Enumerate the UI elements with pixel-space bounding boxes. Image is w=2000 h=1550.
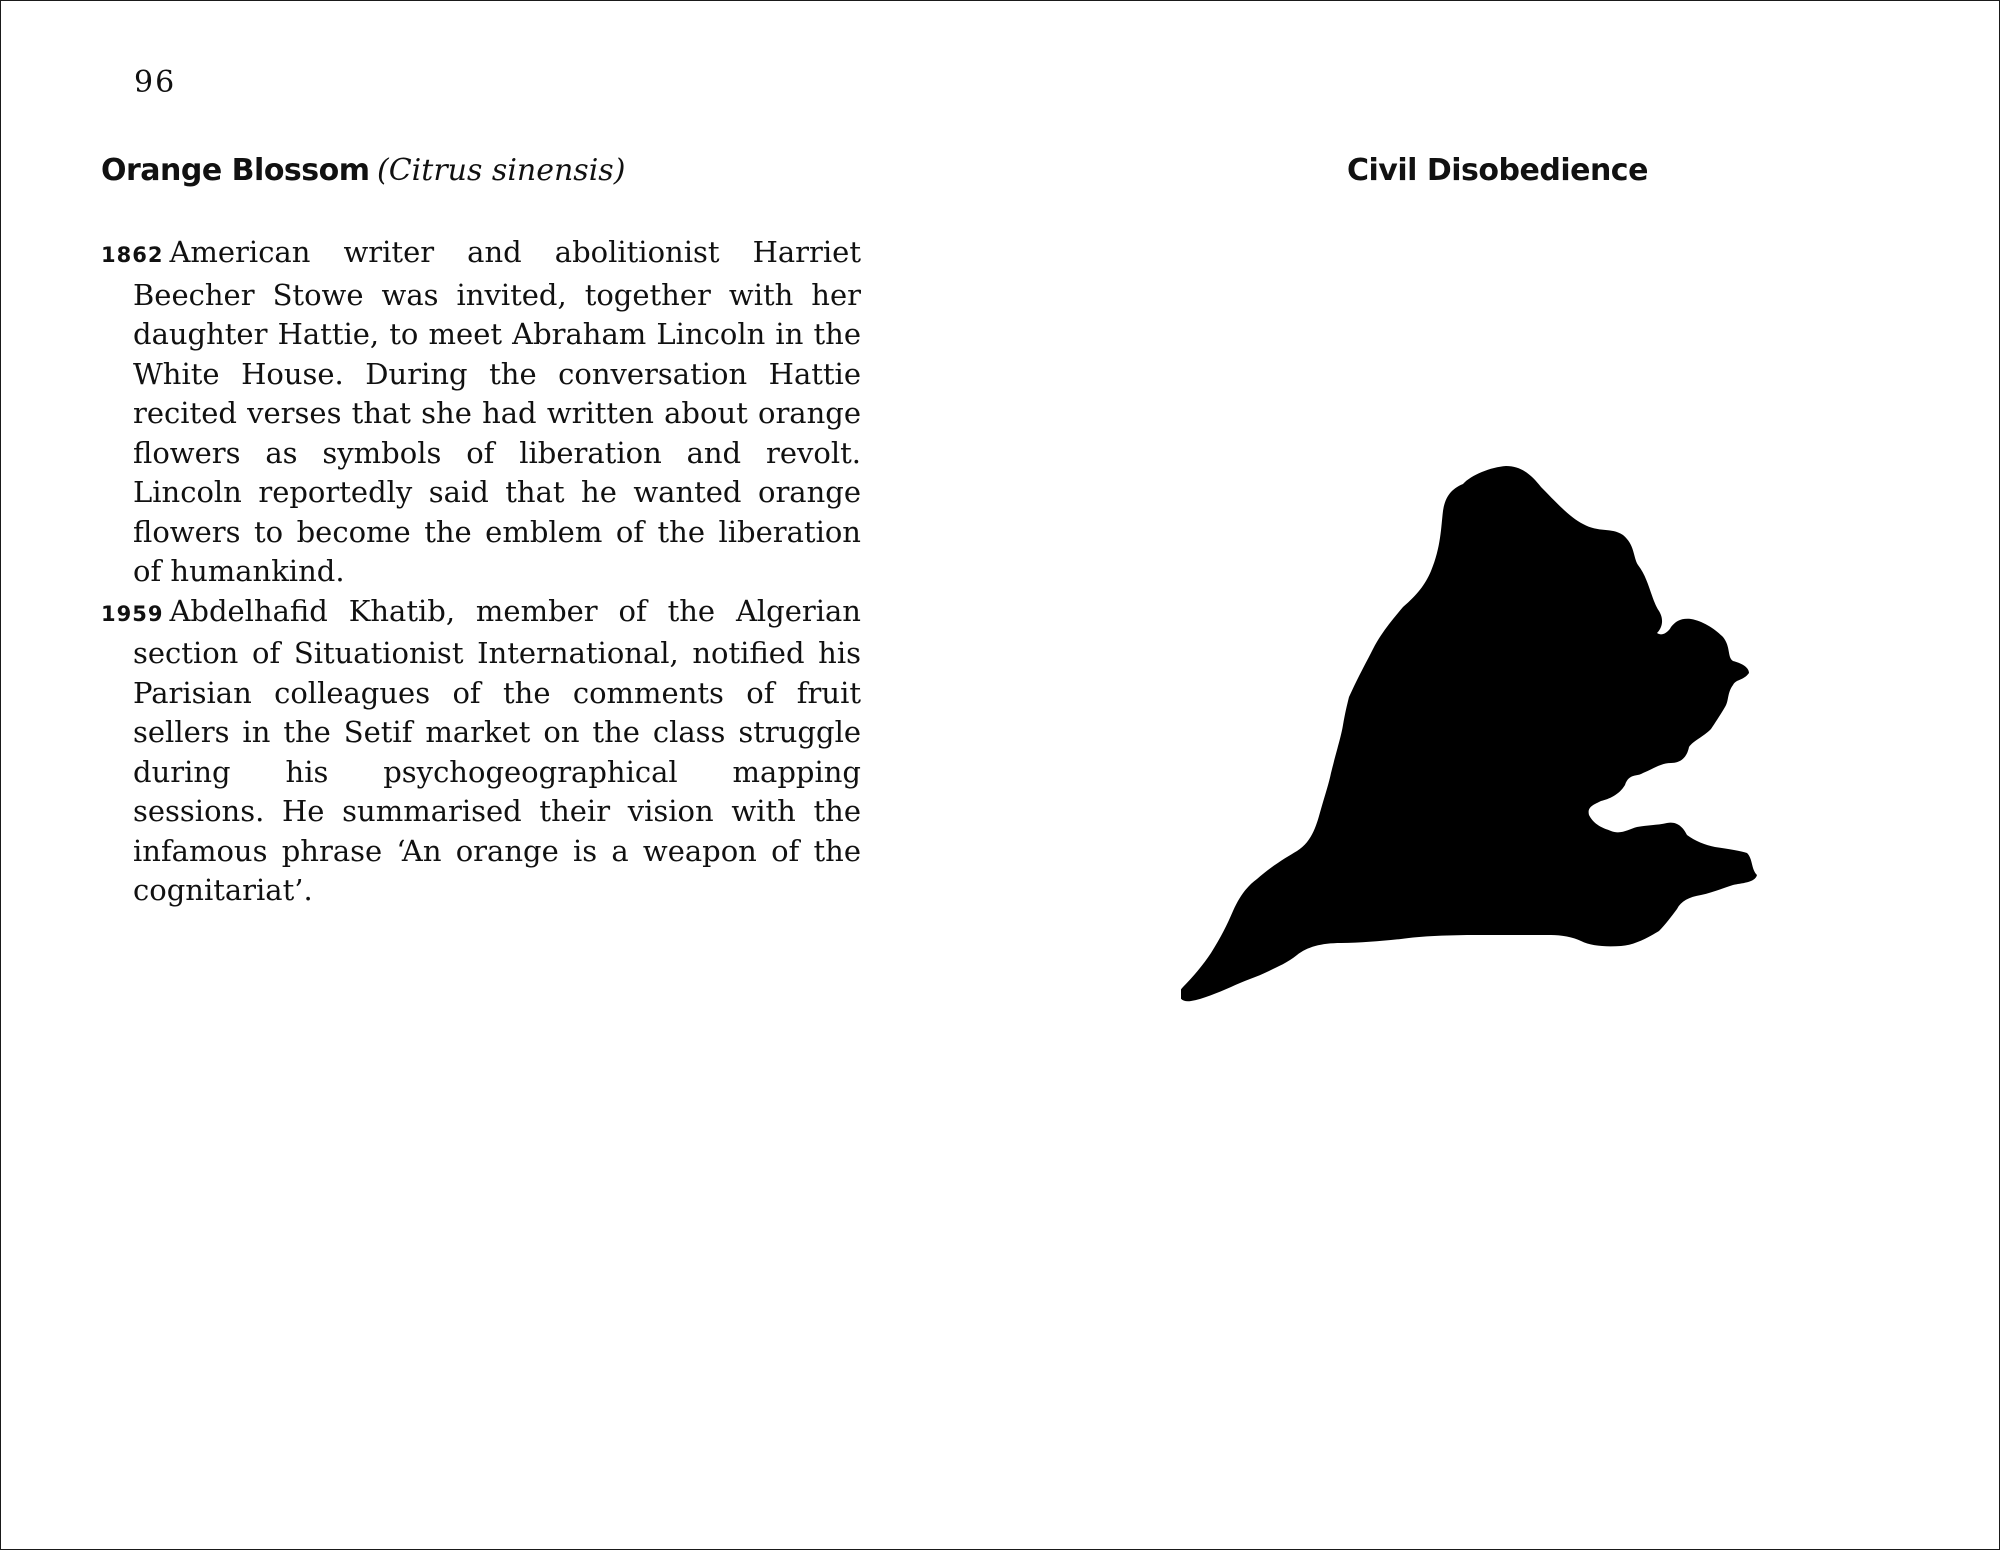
entry-text: American writer and abolitionist Harriet Beecher Stowe was invited, together with her daughter Hattie, to meet Abraham Lincoln in the White House. During the conversation Hattie recited verses that she had written about orange flowers as symbols of liberation and revolt. Lincoln reportedly said that he wanted orange flowers to become the emblem of the liberation of humankind.	[133, 235, 861, 588]
entry-year: 1862	[101, 243, 164, 267]
entry-year: 1959	[101, 601, 164, 626]
landmass-silhouette-icon	[1181, 461, 1841, 1031]
chronology-entries	[101, 233, 861, 911]
entry-text: Abdelhafid Khatib, member of the Algerian section of Situationist International, notified his Parisian colleagues of the comments of fruit sellers in the Setif market on the class struggle during his psychogeographical mapping sessions. He summarised their vision with the infamous phrase ‘An orange is a weapon of the cognitariat’.	[133, 593, 861, 907]
page-number: 96	[134, 65, 177, 100]
entry-1862	[101, 233, 861, 592]
title-common-name: Orange Blossom	[101, 153, 370, 188]
title-scientific-name: (Citrus sinensis)	[377, 153, 626, 188]
entry-1959	[101, 592, 861, 911]
left-page-title	[101, 153, 625, 188]
silhouette-shape	[1181, 466, 1757, 1001]
right-page-title: Civil Disobedience	[1347, 153, 1648, 188]
